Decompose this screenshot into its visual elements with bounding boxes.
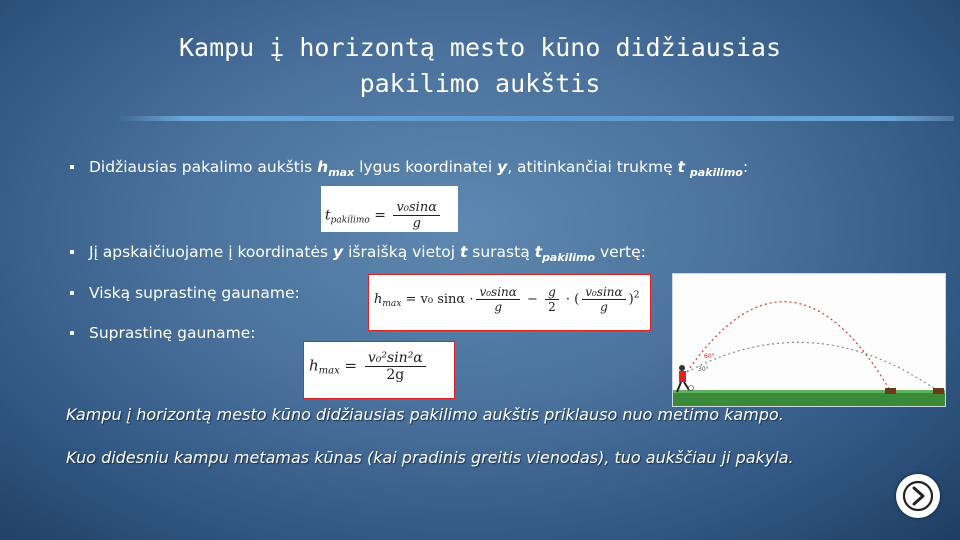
bullet-marker (70, 291, 74, 295)
var-t: t (677, 158, 685, 176)
bullet-text-part: surastą (467, 243, 535, 261)
bullet-text (89, 158, 748, 179)
var-t: t (459, 243, 468, 261)
landing-marker-30 (933, 388, 944, 394)
formula-lhs-sub: max (382, 299, 402, 309)
formula-fraction (393, 200, 440, 231)
bullet-text: Viską suprastinę gauname: (89, 284, 300, 302)
formula-denominator: g (494, 300, 503, 314)
sub-pakilimo: pakilimo (542, 251, 596, 264)
angle-label-30: 30° (698, 366, 709, 373)
formula-numerator: v₀sinα (476, 285, 519, 300)
kicker-figure (677, 365, 694, 392)
grass-edge (673, 390, 945, 393)
formula-lhs: h (374, 292, 383, 307)
formula-denominator: 2g (386, 367, 405, 383)
title-line-2: pakilimo aukštis (359, 69, 601, 98)
formula-exponent: 2 (633, 290, 640, 301)
bullet-text-part: Didžiausias pakalimo aukštis (89, 158, 318, 176)
trajectory-30deg (687, 342, 939, 392)
var-y: y (333, 243, 344, 261)
formula-numerator: g (545, 285, 559, 300)
landing-marker-60 (885, 388, 896, 394)
formula-fraction (545, 285, 559, 314)
bullet-text-part: , atitinkančiai trukmę (507, 158, 678, 176)
bullet-text (89, 243, 646, 264)
formula-numerator: v₀sinα (582, 285, 625, 300)
bullet-text-part: vertę: (595, 243, 646, 261)
var-y: y (497, 158, 508, 176)
projectile-trajectory-image (672, 273, 946, 407)
sub-pakilimo: pakilimo (689, 166, 743, 179)
formula-numerator: v₀sinα (393, 200, 440, 216)
grass (673, 392, 945, 406)
formula-eq: = (369, 207, 391, 224)
title-line-1: Kampu į horizontą mesto kūno didžiausias (178, 33, 782, 62)
formula-lhs-sub: max (318, 365, 340, 377)
formula-lhs: t (325, 207, 331, 224)
bullet-text-part: lygus koordinatei (354, 158, 498, 176)
formula-eq: = (401, 292, 421, 307)
slide-title (0, 30, 960, 102)
next-slide-button[interactable] (896, 474, 940, 518)
bullet-text: Suprastinę gauname: (89, 324, 256, 342)
chevron-right-icon (901, 479, 935, 513)
conclusion-line-1: Kampu į horizontą mesto kūno didžiausias pakilimo aukštis priklauso nuo metimo kampo. (66, 405, 784, 424)
formula-lhs-sub: pakilimo (330, 215, 370, 226)
formula-denominator: g (600, 300, 608, 314)
formula-numerator: v₀²sin²α (365, 350, 426, 367)
formula-denominator: 2 (548, 300, 556, 314)
trajectory-60deg (687, 302, 891, 392)
bullet-marker (70, 250, 74, 254)
var-t: t (534, 243, 543, 261)
formula-denominator: g (412, 216, 421, 231)
bullet-text-part: išraišką vietoj (343, 243, 460, 261)
bullet-text-part: : (742, 158, 749, 176)
formula-eq: = (339, 356, 362, 375)
sub-max: max (328, 166, 355, 179)
formula-fraction (582, 285, 625, 314)
formula-paren-close: ) (628, 292, 634, 307)
formula-term: v₀ sinα · (420, 292, 474, 307)
formula-h-max-final (303, 341, 455, 399)
formula-fraction (476, 285, 519, 314)
formula-minus: − (522, 292, 543, 307)
trajectory-illustration (673, 274, 945, 406)
title-divider (118, 116, 954, 121)
conclusion-line-2: Kuo didesniu kampu metamas kūnas (kai pradinis greitis vienodas), tuo aukščiau ji pakyla. (66, 448, 794, 467)
formula-paren-open: · ( (561, 292, 580, 307)
angle-label-60: 60° (704, 353, 715, 360)
bullet-text-part: Jį apskaičiuojame į koordinatės (89, 243, 334, 261)
formula-t-pakilimo (321, 186, 458, 232)
formula-lhs: h (309, 356, 319, 375)
bullet-marker (70, 165, 74, 169)
bullet-marker (70, 331, 74, 335)
formula-h-max-expanded (368, 274, 651, 331)
formula-fraction (365, 350, 426, 383)
var-h: h (317, 158, 329, 176)
